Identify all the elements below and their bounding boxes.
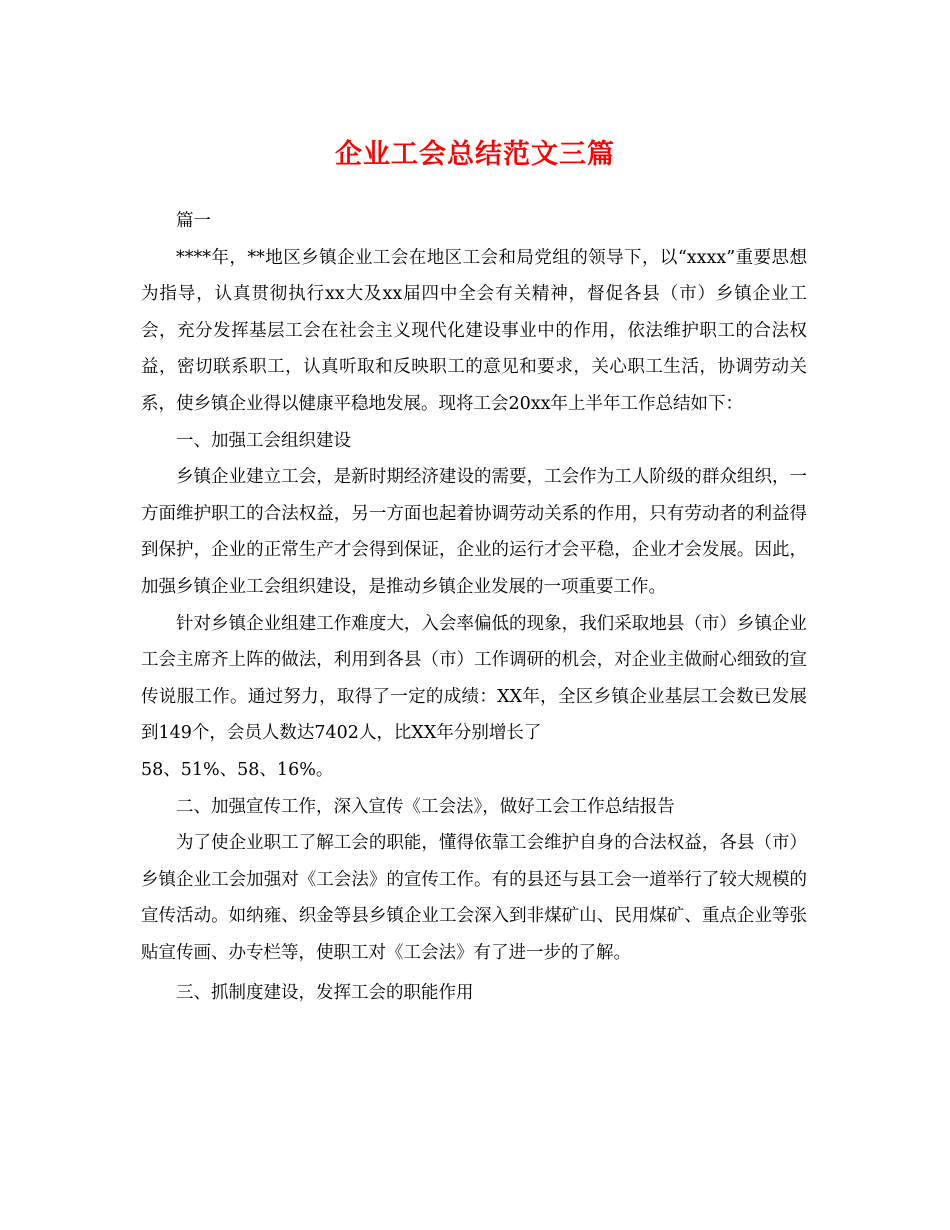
paragraph-publicity: 为了使企业职工了解工会的职能，懂得依靠工会维护自身的合法权益，各县（市）乡镇企业工会加强对《工会法》的宣传工作。有的县还与县工会一道举行了较大规模的宣传活动。如纳雍、织金等县乡镇企业工会深入到非煤矿山、民用煤矿、重点企业等张贴宣传画、办专栏等，使职工对《工会法》有了进一步的了解。	[141, 833, 807, 963]
paragraph-growth-rates: 58、51%、58、16%。	[141, 759, 334, 780]
paragraph-intro: ****年，**地区乡镇企业工会在地区工会和局党组的领导下，以“xxxx”重要思想为指导，认真贯彻执行xx大及xx届四中全会有关精神，督促各县（市）乡镇企业工会，充分发挥基层工会在社会主义现代化建设事业中的作用，依法维护职工的合法权益，密切联系职工，认真听取和反映职工的意见和要求，关心职工生活，协调劳动关系，使乡镇企业得以健康平稳地发展。现将工会20xx年上半年工作总结如下：	[141, 247, 807, 414]
paragraph-organization: 乡镇企业建立工会，是新时期经济建设的需要，工会作为工人阶级的群众组织，一方面维护职工的合法权益，另一方面也起着协调劳动关系的作用，只有劳动者的利益得到保护，企业的正常生产才会得到保证，企业的运行才会平稳，企业才会发展。因此，加强乡镇企业工会组织建设，是推动乡镇企业发展的一项重要工作。	[141, 467, 807, 597]
heading-publicity: 二、加强宣传工作，深入宣传《工会法》，做好工会工作总结报告	[176, 796, 675, 817]
heading-system-building: 三、抓制度建设，发挥工会的职能作用	[176, 983, 474, 1004]
paragraph-achievements: 针对乡镇企业组建工作难度大，入会率偏低的现象，我们采取地县（市）乡镇企业工会主席齐上阵的做法，利用到各县（市）工作调研的机会，对企业主做耐心细致的宣传说服工作。通过努力，取得了一定的成绩：XX年，全区乡镇企业基层工会数已发展到149个，会员人数达7402人，比XX年分别增长了	[141, 613, 807, 744]
section-label: 篇一	[176, 211, 211, 231]
document-title: 企业工会总结范文三篇	[335, 139, 615, 170]
heading-organization: 一、加强工会组织建设	[176, 430, 351, 451]
document-body	[141, 203, 807, 1012]
